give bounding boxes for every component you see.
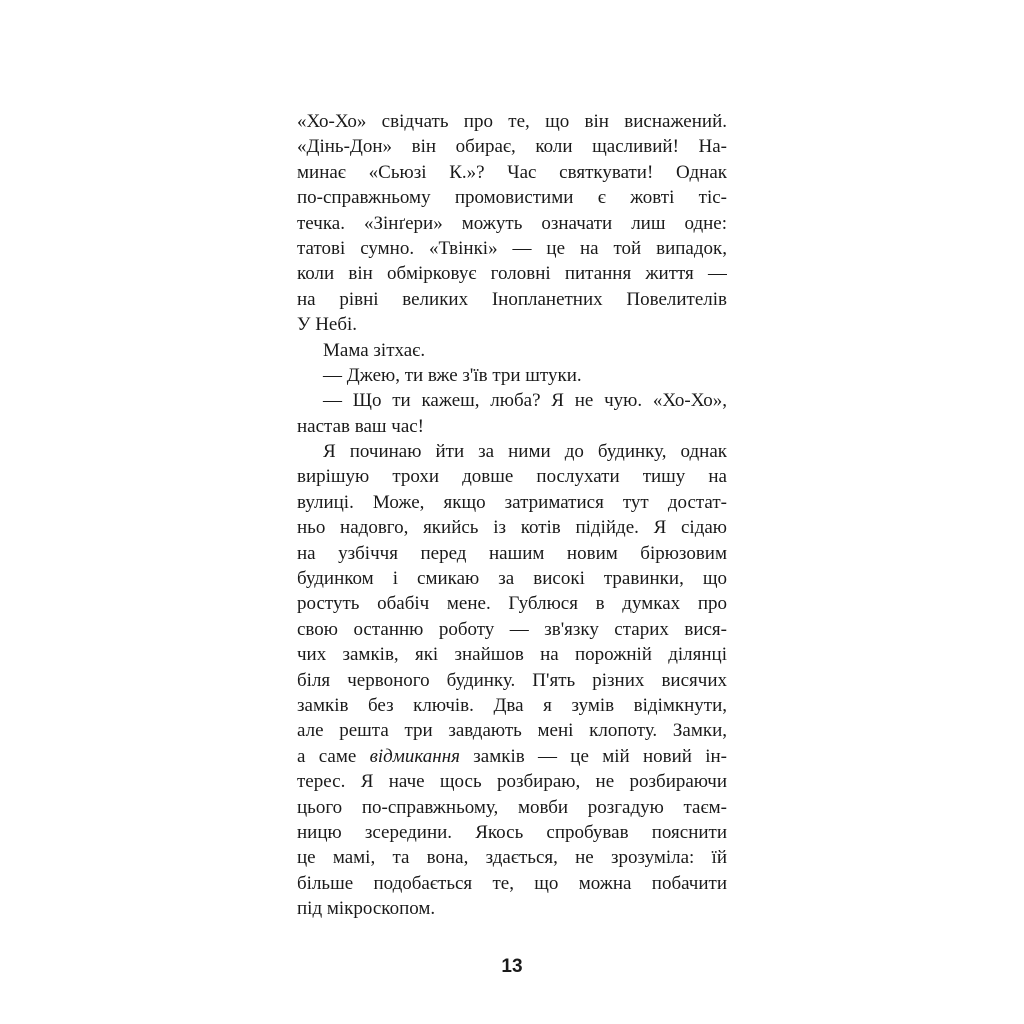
text-line: настав ваш час!	[297, 415, 425, 437]
text-line: на узбіччя перед нашим новим бірюзовим	[297, 542, 727, 564]
text-line: — Що ти кажеш, люба? Я не чую. «Хо-Хо»,	[323, 390, 727, 412]
text-line: ростуть обабіч мене. Гублюся в думках про	[297, 593, 727, 615]
text-line: минає «Сьюзі К.»? Час святкувати! Однак	[297, 161, 727, 183]
text-line: коли він обмірковує головні питання життя —	[297, 263, 727, 285]
text-line: «Дінь-Дон» він обирає, коли щасливий! На-	[297, 136, 727, 158]
text-line: У Небі.	[297, 314, 358, 336]
text-line: вулиці. Може, якщо затриматися тут достат-	[297, 491, 727, 513]
text-line: татові сумно. «Твінкі» — це на той випадок,	[297, 237, 727, 259]
body-text	[297, 109, 727, 922]
text-line: цього по-справжньому, мовби розгадую таєм-	[297, 796, 727, 818]
text-line: течка. «Зінґери» можуть означати лиш одне:	[297, 212, 727, 234]
text-line: свою останню роботу — зв'язку старих вися-	[297, 618, 727, 640]
text-line: ницю зсередини. Якось спробував пояснити	[297, 821, 727, 843]
text-line	[297, 744, 727, 769]
text-line: Я починаю йти за ними до будинку, однак	[323, 441, 727, 463]
text-line: вирішую трохи довше послухати тишу на	[297, 466, 727, 488]
text-line: під мікроскопом.	[297, 898, 436, 920]
text-line: на рівні великих Інопланетних Повелителів	[297, 288, 727, 310]
text-line: це мамі, та вона, здається, не зрозуміла: їй	[297, 847, 727, 869]
text-segment: замків — це мій новий ін-	[473, 745, 727, 767]
text-line: біля червоного будинку. П'ять різних висячих	[297, 669, 727, 691]
text-segment: а саме	[297, 745, 357, 767]
text-line: — Джею, ти вже з'їв три штуки.	[323, 364, 582, 386]
text-line: ньо надовго, якийсь із котів підійде. Я сідаю	[297, 517, 727, 539]
text-line: терес. Я наче щось розбираю, не розбираючи	[297, 771, 727, 793]
italic-emphasis: відмикання	[369, 745, 460, 767]
text-line: чих замків, які знайшов на порожній ділянці	[297, 644, 727, 666]
text-line: будинком і смикаю за високі травинки, що	[297, 568, 727, 590]
text-line: по-справжньому промовистими є жовті тіс-	[297, 187, 727, 209]
text-line: більше подобається те, що можна побачити	[297, 872, 727, 894]
text-line: замків без ключів. Два я зумів відімкнути,	[297, 694, 727, 716]
text-line: Мама зітхає.	[323, 339, 426, 361]
page-number: 13	[501, 956, 523, 977]
text-line: «Хо-Хо» свідчать про те, що він виснажений.	[297, 111, 727, 132]
text-line: але решта три завдають мені клопоту. Замки,	[297, 720, 727, 742]
